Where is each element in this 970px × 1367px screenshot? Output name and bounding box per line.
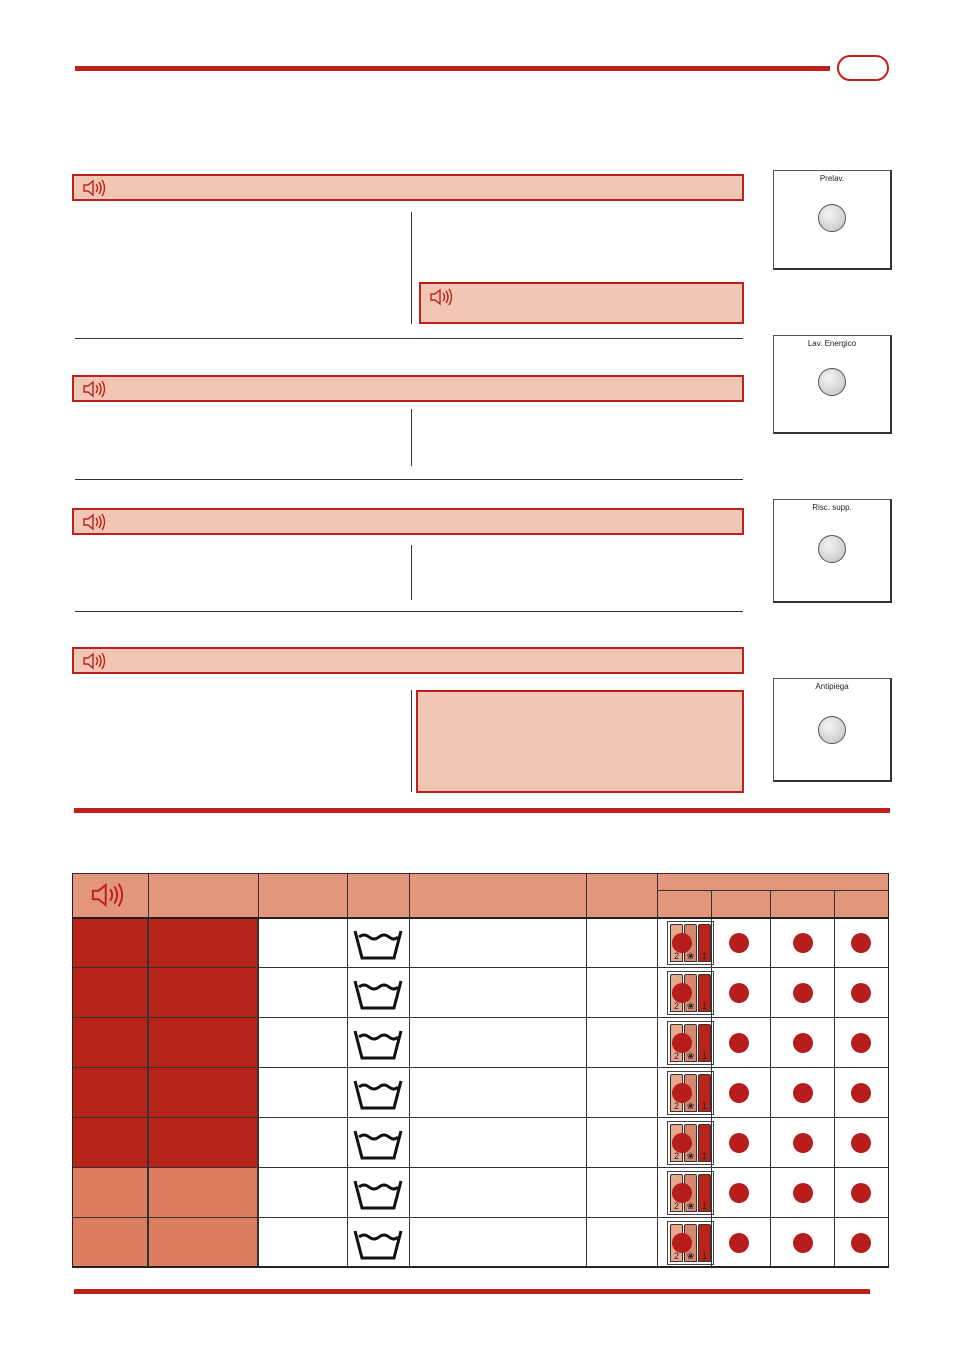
knob[interactable] <box>818 716 846 744</box>
drawer-label: 2 <box>673 1151 679 1161</box>
drawer-label: 1 <box>701 1151 707 1161</box>
drawer-label: 1 <box>701 1101 707 1111</box>
column-divider <box>411 545 412 600</box>
column-divider <box>411 212 412 324</box>
drawer-label: 1 <box>701 1001 707 1011</box>
option-button-label: Prelav. <box>819 174 845 183</box>
drawer-label: ❀ <box>686 1051 695 1061</box>
section-header-3 <box>72 508 744 535</box>
drawer-label: 2 <box>673 1201 679 1211</box>
knob[interactable] <box>818 368 846 396</box>
drawer-label: ❀ <box>686 1151 695 1161</box>
column-divider <box>411 409 412 466</box>
option-button-lav-energico[interactable] <box>773 335 892 434</box>
speaker-sound-icon <box>429 288 457 306</box>
bottom-rule <box>74 1289 870 1294</box>
option-button-antipiega[interactable] <box>773 678 892 782</box>
note-box-4 <box>416 690 744 793</box>
section-separator <box>75 611 743 612</box>
speaker-sound-icon <box>82 380 110 398</box>
drawer-label: 2 <box>673 1101 679 1111</box>
table-border <box>72 873 889 1268</box>
section-header-2 <box>72 375 744 402</box>
top-rule <box>75 66 830 71</box>
drawer-label: ❀ <box>686 1101 695 1111</box>
drawer-label: 2 <box>673 1051 679 1061</box>
drawer-label: ❀ <box>686 1251 695 1261</box>
speaker-sound-icon <box>82 513 110 531</box>
option-button-prelav[interactable] <box>773 170 892 270</box>
speaker-sound-icon <box>82 179 110 197</box>
column-divider <box>411 690 412 792</box>
option-button-risc-supp[interactable] <box>773 499 892 603</box>
drawer-label: ❀ <box>686 1001 695 1011</box>
drawer-label: 2 <box>673 1251 679 1261</box>
option-button-label: Antipiega <box>815 682 849 691</box>
program-table <box>72 873 889 1272</box>
drawer-label: 2 <box>673 951 679 961</box>
note-box-1 <box>419 282 744 324</box>
knob[interactable] <box>818 535 846 563</box>
section-separator <box>75 479 743 480</box>
section-separator <box>75 338 743 339</box>
drawer-label: 1 <box>701 1201 707 1211</box>
drawer-label: 1 <box>701 1051 707 1061</box>
section-header-4 <box>72 647 744 674</box>
drawer-label: 2 <box>673 1001 679 1011</box>
speaker-sound-icon <box>82 652 110 670</box>
option-button-label: Risc. supp. <box>812 503 852 512</box>
table-bottom-rule <box>72 1266 889 1268</box>
language-tab-icon <box>837 55 889 81</box>
drawer-label: ❀ <box>686 1201 695 1211</box>
drawer-label: 1 <box>701 951 707 961</box>
mid-rule <box>74 808 890 813</box>
section-header-1 <box>72 174 744 201</box>
drawer-label: ❀ <box>686 951 695 961</box>
header-rule <box>72 917 889 919</box>
option-button-label: Lav. Energico <box>807 339 857 348</box>
drawer-label: 1 <box>701 1251 707 1261</box>
knob[interactable] <box>818 204 846 232</box>
